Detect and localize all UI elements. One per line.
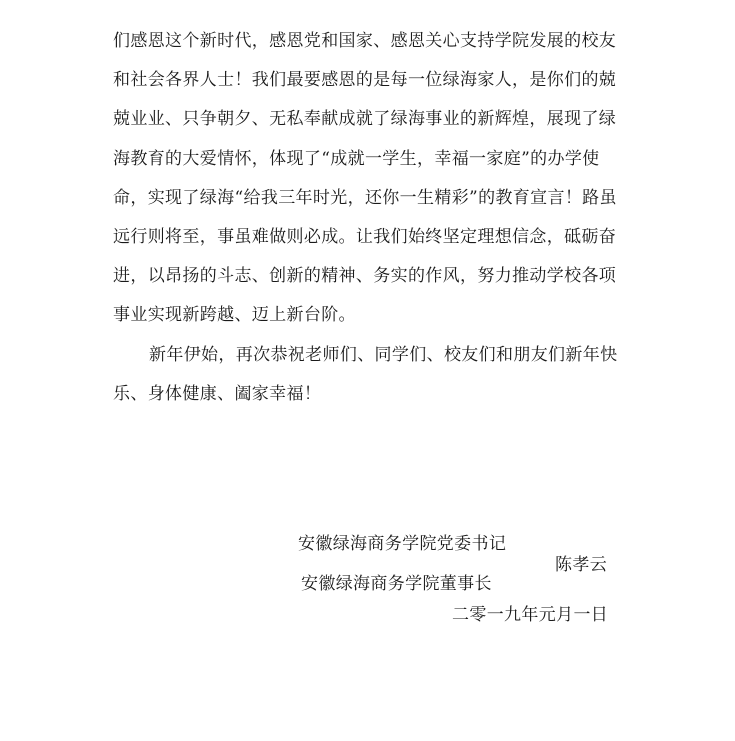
paragraph-2-line: 新年伊始，再次恭祝老师们、同学们、校友们和朋友们新年快 bbox=[149, 344, 618, 365]
signature-name: 陈孝云 bbox=[555, 555, 608, 575]
paragraph-1-line: 事业实现新跨越、迈上新台阶。 bbox=[113, 305, 356, 326]
paragraph-1-line: 命，实现了绿海“给我三年时光，还你一生精彩”的教育宣言！路虽 bbox=[113, 187, 617, 208]
paragraph-1-line: 海教育的大爱情怀，体现了“成就一学生，幸福一家庭”的办学使 bbox=[113, 148, 600, 169]
signature-title-party-secretary: 安徽绿海商务学院党委书记 bbox=[298, 534, 507, 554]
signature-title-chairman: 安徽绿海商务学院董事长 bbox=[301, 574, 492, 594]
paragraph-1-line: 远行则将至，事虽难做则必成。让我们始终坚定理想信念，砥砺奋 bbox=[113, 227, 617, 248]
letter-body bbox=[113, 22, 633, 414]
paragraph-1-line: 兢业业、只争朝夕、无私奉献成就了绿海事业的新辉煌，展现了绿 bbox=[113, 109, 617, 130]
paragraph-1-line: 们感恩这个新时代，感恩党和国家、感恩关心支持学院发展的校友 bbox=[113, 31, 617, 51]
paragraph-1-line: 和社会各界人士！我们最要感恩的是每一位绿海家人，是你们的兢 bbox=[113, 70, 617, 91]
paragraph-1-line: 进，以昂扬的斗志、创新的精神、务实的作风，努力推动学校各项 bbox=[113, 266, 617, 287]
signature-date: 二零一九年元月一日 bbox=[452, 605, 609, 625]
paragraph-2-line: 乐、身体健康、阖家幸福！ bbox=[113, 383, 322, 404]
